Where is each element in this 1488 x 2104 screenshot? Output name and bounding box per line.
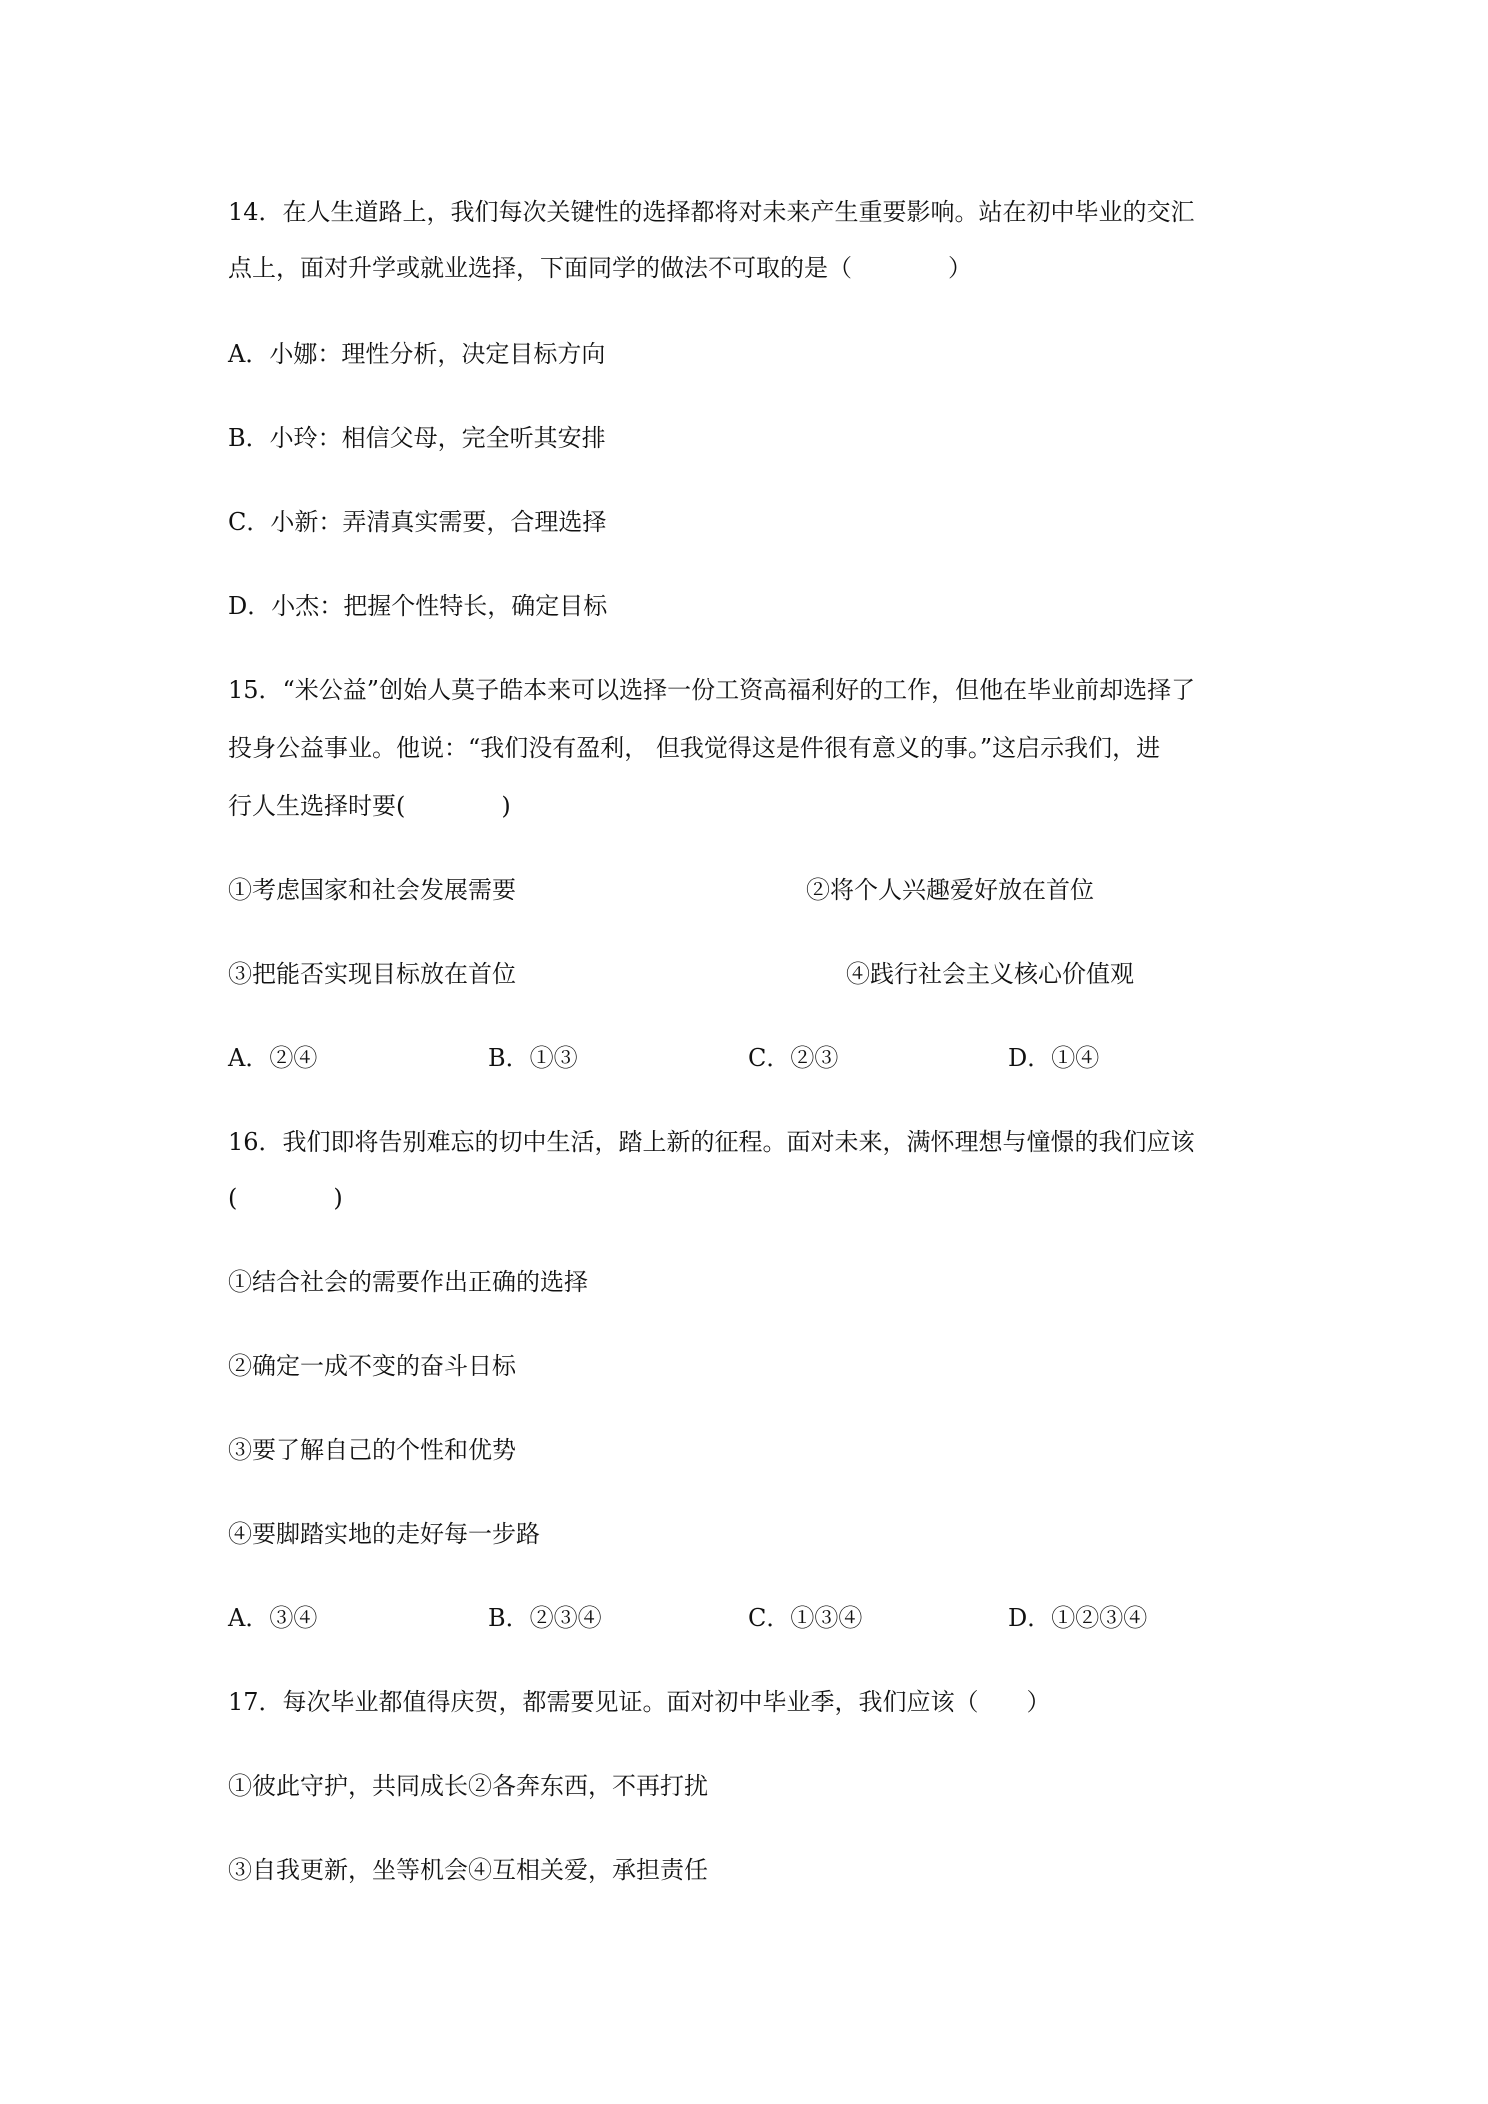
question-15-item-4: ④践行社会主义核心价值观 xyxy=(846,960,1134,988)
question-14-option-d: D．小杰：把握个性特长，确定目标 xyxy=(228,592,608,620)
question-16-option-b: B．②③④ xyxy=(488,1604,602,1632)
question-15-option-b: B．①③ xyxy=(488,1044,578,1072)
question-15-item-1: ①考虑国家和社会发展需要 xyxy=(228,876,516,904)
question-16-item-3: ③要了解自己的个性和优势 xyxy=(228,1436,516,1464)
question-14-option-b: B．小玲：相信父母，完全听其安排 xyxy=(228,424,606,452)
question-15-stem-line-1: 15．“米公益”创始人莫子皓本来可以选择一份工资高福利好的工作，但他在毕业前却选择了 xyxy=(228,676,1196,704)
question-16-option-a: A．③④ xyxy=(228,1604,318,1632)
question-17-items-3-4: ③自我更新，坐等机会④互相关爱，承担责任 xyxy=(228,1856,708,1884)
question-16-stem-line-2: ( ) xyxy=(228,1184,343,1212)
question-15-option-c: C．②③ xyxy=(748,1044,839,1072)
question-16-item-1: ①结合社会的需要作出正确的选择 xyxy=(228,1268,588,1296)
question-17-items-1-2: ①彼此守护，共同成长②各奔东西，不再打扰 xyxy=(228,1772,708,1800)
question-15-item-3: ③把能否实现目标放在首位 xyxy=(228,960,516,988)
question-14-stem-line-2: 点上，面对升学或就业选择，下面同学的做法不可取的是（ ） xyxy=(228,254,972,282)
question-17-stem: 17．每次毕业都值得庆贺，都需要见证。面对初中毕业季，我们应该（ ） xyxy=(228,1688,1051,1716)
question-14-option-c: C．小新：弄清真实需要，合理选择 xyxy=(228,508,607,536)
question-15-item-2: ②将个人兴趣爱好放在首位 xyxy=(806,876,1094,904)
question-16-option-c: C．①③④ xyxy=(748,1604,863,1632)
question-15-stem-line-3: 行人生选择时要( ) xyxy=(228,792,511,820)
question-16-item-4: ④要脚踏实地的走好每一步路 xyxy=(228,1520,540,1548)
question-15-option-d: D．①④ xyxy=(1008,1044,1100,1072)
question-16-item-2: ②确定一成不变的奋斗日标 xyxy=(228,1352,516,1380)
question-16-option-d: D．①②③④ xyxy=(1008,1604,1148,1632)
question-15-option-a: A．②④ xyxy=(228,1044,318,1072)
question-15-stem-line-2: 投身公益事业。他说：“我们没有盈利， 但我觉得这是件很有意义的事。”这启示我们，进 xyxy=(228,734,1161,762)
question-14-stem-line-1: 14．在人生道路上，我们每次关键性的选择都将对未来产生重要影响。站在初中毕业的交汇 xyxy=(228,198,1195,226)
question-14-option-a: A．小娜：理性分析，决定目标方向 xyxy=(228,340,606,368)
question-16-stem-line-1: 16．我们即将告别难忘的切中生活，踏上新的征程。面对未来，满怀理想与憧憬的我们应该 xyxy=(228,1128,1195,1156)
